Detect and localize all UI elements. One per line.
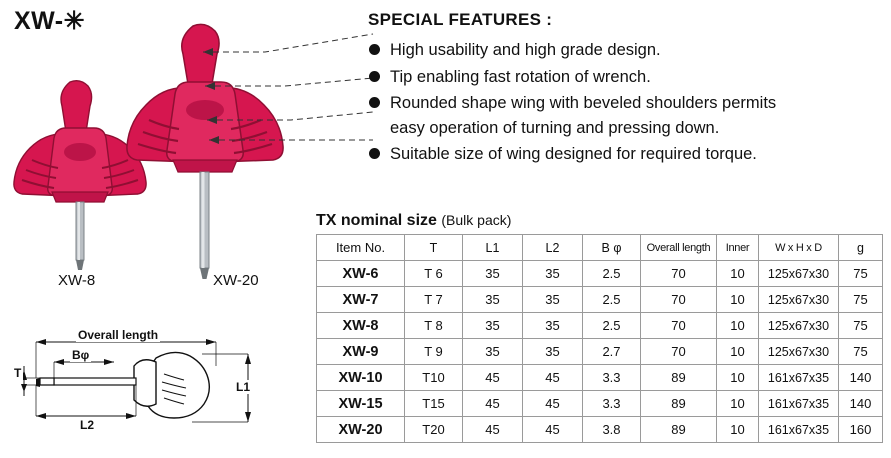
cell-t: T 6 — [405, 261, 463, 287]
cell-whd: 161x67x35 — [759, 391, 839, 417]
cell-inner: 10 — [717, 339, 759, 365]
cell-b-phi: 2.7 — [583, 339, 641, 365]
feature-item-3 — [368, 91, 888, 140]
dimension-label-l1: L1 — [236, 380, 251, 394]
cell-t: T 9 — [405, 339, 463, 365]
cell-overall-length: 70 — [641, 287, 717, 313]
feature-item-2 — [368, 65, 888, 90]
cell-item-no: XW-20 — [317, 417, 405, 443]
cell-inner: 10 — [717, 391, 759, 417]
cell-t: T20 — [405, 417, 463, 443]
cell-item-no: XW-15 — [317, 391, 405, 417]
cell-t: T 7 — [405, 287, 463, 313]
cell-l2: 35 — [523, 261, 583, 287]
cell-l2: 35 — [523, 339, 583, 365]
cell-item-no: XW-10 — [317, 365, 405, 391]
cell-inner: 10 — [717, 365, 759, 391]
table-header-g: g — [839, 235, 883, 261]
table-header-l2: L2 — [523, 235, 583, 261]
series-title: XW-✳ — [14, 7, 86, 35]
cell-item-no: XW-9 — [317, 339, 405, 365]
feature-text-1: High usability and high grade design. — [390, 41, 661, 59]
table-header-item-no: Item No. — [317, 235, 405, 261]
cell-overall-length: 89 — [641, 391, 717, 417]
cell-l2: 35 — [523, 313, 583, 339]
dimension-label-b-phi: Bφ — [72, 348, 90, 362]
cell-b-phi: 3.8 — [583, 417, 641, 443]
cell-inner: 10 — [717, 261, 759, 287]
cell-overall-length: 89 — [641, 417, 717, 443]
table-header-b-phi: B φ — [583, 235, 641, 261]
dimension-label-overall-length: Overall length — [78, 328, 159, 342]
cell-inner: 10 — [717, 313, 759, 339]
table-row — [317, 365, 883, 391]
cell-overall-length: 70 — [641, 313, 717, 339]
table-title — [316, 212, 882, 230]
cell-l2: 45 — [523, 417, 583, 443]
bullet-icon — [369, 71, 380, 82]
cell-l1: 35 — [463, 287, 523, 313]
dimension-label-l2: L2 — [80, 418, 95, 432]
feature-text-3-continuation: easy operation of turning and pressing down. — [390, 118, 720, 137]
feature-item-4 — [368, 142, 888, 167]
table-row — [317, 339, 883, 365]
table-header-inner: Inner — [717, 235, 759, 261]
cell-l2: 45 — [523, 391, 583, 417]
cell-l1: 35 — [463, 339, 523, 365]
table-header-overall-length: Overall length — [641, 235, 717, 261]
feature-text-2: Tip enabling fast rotation of wrench. — [390, 67, 651, 86]
cell-b-phi: 3.3 — [583, 365, 641, 391]
tx-nominal-size-section — [316, 212, 882, 443]
table-header-l1: L1 — [463, 235, 523, 261]
cell-item-no: XW-6 — [317, 261, 405, 287]
cell-inner: 10 — [717, 417, 759, 443]
cell-l2: 45 — [523, 365, 583, 391]
feature-text-4: Suitable size of wing designed for required torque. — [390, 145, 757, 163]
special-features-heading: SPECIAL FEATURES : — [368, 10, 553, 29]
cell-inner: 10 — [717, 287, 759, 313]
cell-t: T10 — [405, 365, 463, 391]
cell-whd: 161x67x35 — [759, 417, 839, 443]
cell-whd: 125x67x30 — [759, 339, 839, 365]
bullet-icon — [369, 44, 380, 55]
cell-whd: 125x67x30 — [759, 261, 839, 287]
cell-l2: 35 — [523, 287, 583, 313]
table-row — [317, 261, 883, 287]
cell-overall-length: 89 — [641, 365, 717, 391]
cell-b-phi: 2.5 — [583, 313, 641, 339]
cell-b-phi: 2.5 — [583, 287, 641, 313]
cell-overall-length: 70 — [641, 339, 717, 365]
cell-whd: 161x67x35 — [759, 365, 839, 391]
callout-leader-lines — [195, 20, 375, 170]
cell-g: 160 — [839, 417, 883, 443]
cell-l1: 35 — [463, 313, 523, 339]
cell-t: T15 — [405, 391, 463, 417]
table-row — [317, 287, 883, 313]
table-header-t: T — [405, 235, 463, 261]
feature-item-1 — [368, 38, 888, 63]
cell-g: 75 — [839, 313, 883, 339]
table-row — [317, 417, 883, 443]
dimension-label-t: T — [14, 366, 22, 380]
cell-b-phi: 2.5 — [583, 261, 641, 287]
special-features-list — [368, 38, 888, 167]
table-row — [317, 313, 883, 339]
dimension-diagram — [6, 322, 274, 452]
table-header-row — [317, 235, 883, 261]
cell-item-no: XW-8 — [317, 313, 405, 339]
table-subtitle-text: (Bulk pack) — [441, 212, 512, 228]
cell-g: 75 — [839, 339, 883, 365]
cell-g: 140 — [839, 365, 883, 391]
cell-b-phi: 3.3 — [583, 391, 641, 417]
special-features-block — [368, 10, 888, 169]
cell-l1: 45 — [463, 391, 523, 417]
cell-l1: 45 — [463, 365, 523, 391]
cell-overall-length: 70 — [641, 261, 717, 287]
table-header-whd: W x H x D — [759, 235, 839, 261]
feature-text-3: Rounded shape wing with beveled shoulders permits — [390, 94, 777, 112]
bullet-icon — [369, 97, 380, 108]
table-title-text: TX nominal size — [316, 212, 437, 229]
cell-g: 75 — [839, 287, 883, 313]
cell-item-no: XW-7 — [317, 287, 405, 313]
cell-l1: 35 — [463, 261, 523, 287]
bullet-icon — [369, 148, 380, 159]
cell-g: 140 — [839, 391, 883, 417]
cell-l1: 45 — [463, 417, 523, 443]
table-row — [317, 391, 883, 417]
cell-g: 75 — [839, 261, 883, 287]
tool-caption-small: XW-8 — [58, 272, 96, 289]
cell-whd: 125x67x30 — [759, 313, 839, 339]
tx-nominal-size-table — [316, 234, 883, 443]
tool-caption-large: XW-20 — [213, 272, 259, 289]
cell-t: T 8 — [405, 313, 463, 339]
cell-whd: 125x67x30 — [759, 287, 839, 313]
